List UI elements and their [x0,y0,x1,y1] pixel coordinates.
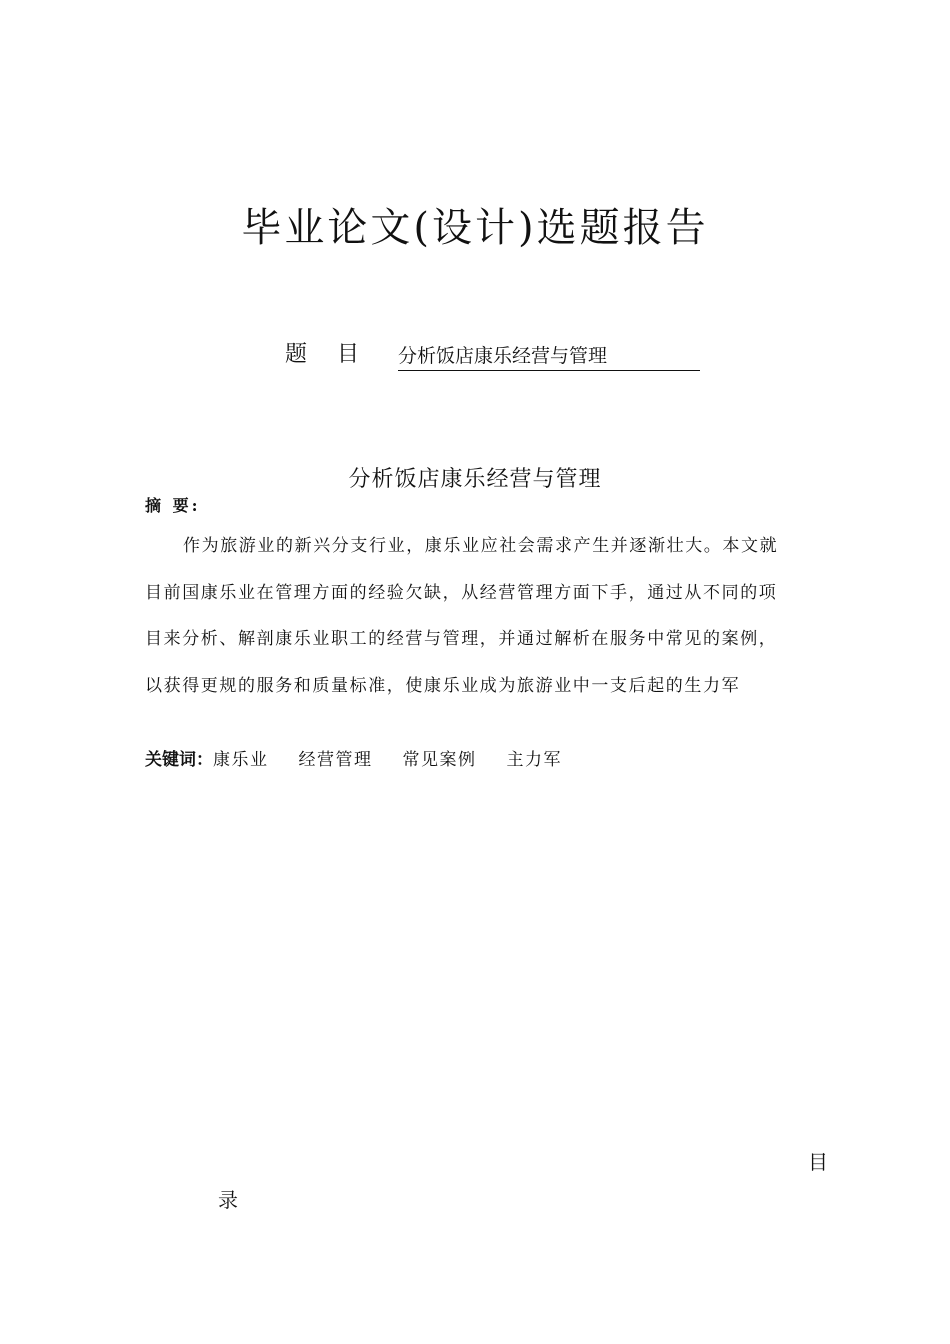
abstract-line: 目前国康乐业在管理方面的经验欠缺，从经营管理方面下手，通过从不同的项 [145,582,778,603]
toc-heading-char-1: 目 [808,1150,828,1174]
abstract-body [145,531,815,717]
topic-value: 分析饭店康乐经营与管理 [398,342,700,371]
abstract-label: 摘 要: [145,496,201,515]
keyword-item: 主力军 [506,750,562,770]
abstract-line: 目来分析、解剖康乐业职工的经营与管理，并通过解析在服务中常见的案例， [145,629,778,649]
abstract-line: 作为旅游业的新兴分支行业，康乐业应社会需求产生并逐渐壮大。本文就 [183,536,779,556]
keywords-row [145,746,592,774]
topic-label-char-2: 目 [337,342,360,367]
keywords-label: 关键词： [145,750,213,770]
toc-heading-char-2: 录 [218,1188,238,1212]
keyword-item: 康乐业 [213,750,269,770]
topic-label [285,340,359,370]
paper-title: 分析饭店康乐经营与管理 [348,467,602,492]
abstract-line: 以获得更规的服务和质量标准，使康乐业成为旅游业中一支后起的生力军 [145,675,741,696]
keyword-item: 经营管理 [298,750,373,770]
report-title: 毕业论文(设计)选题报告 [241,205,709,251]
topic-label-char-1: 题 [285,342,308,367]
keyword-item: 常见案例 [402,750,477,770]
